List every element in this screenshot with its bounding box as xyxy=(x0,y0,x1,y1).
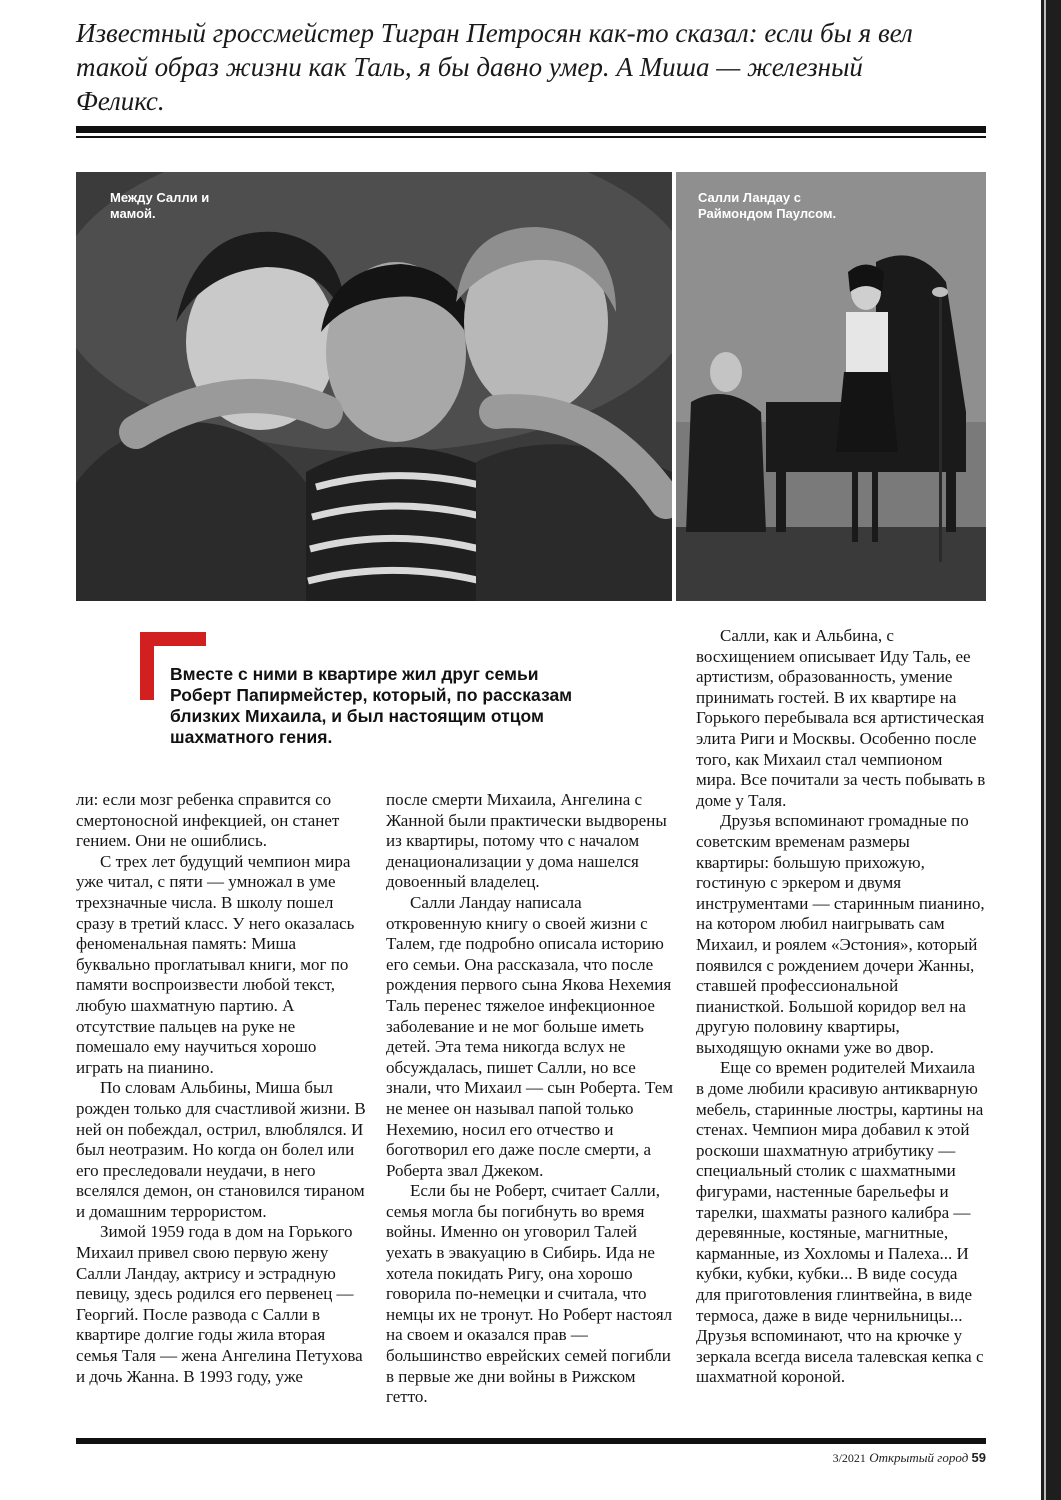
paragraph: Если бы не Роберт, считает Салли, семья могла бы погибнуть во время войны. Именно он уговорил Талей уехать в эвакуацию в Сибирь. Ида не хотела покидать Ригу, она хорошо говорила по-немецки и считала, что немцы их не тронут. Но Роберт настоял на своем и оказался прав — большинство еврейских семей погибли в первые же дни войны в Рижском гетто. xyxy=(386,1181,673,1407)
article-column-3 xyxy=(696,626,986,1388)
bottom-rule xyxy=(76,1438,986,1444)
page-edge-bar xyxy=(1041,0,1061,1500)
lead-quote: Известный гроссмейстер Тигран Петросян как-то сказал: если бы я вел такой образ жизни как Таль, я бы давно умер. А Миша — железный Феликс. xyxy=(76,18,913,116)
paragraph: Еще со времен родителей Михаила в доме любили красивую антикварную мебель, старинные люстры, картины на стенах. Чемпион мира добавил к этой роскоши шахматную атрибутику — специальный столик с шахматными фигурами, настенные барельефы и тарелки, шахматы разного калибра — деревянные, костяные, магнитные, карманные, из Хохломы и Палеха... И кубки, кубки, кубки... В виде сосуда для приготовления глинтвейна, в виде термоса, даже в виде чернильницы... Друзья вспоминают, что на крючке у зеркала всегда висела талевская кепка с шахматной короной. xyxy=(696,1058,984,1387)
photo-concert-illustration xyxy=(676,172,986,601)
photo-concert-caption: Салли Ландау с Раймондом Паулсом. xyxy=(698,190,837,221)
article-column-1 xyxy=(76,790,366,1387)
paragraph: Друзья вспоминают громадные по советским временам размеры квартиры: большую прихожую, гостиную с эркером и двумя инструментами — старинным пианино, на котором любил наигрывать сам Михаил, и роялем «Эстония», который появился с рождением дочери Жанны, ставшей профессиональной пианисткой. Большой коридор вел на другую половину квартиры, выходящую окнами уже во двор. xyxy=(696,811,985,1057)
paragraph: По словам Альбины, Миша был рожден только для счастливой жизни. В ней он побеждал, острил, влюблялся. И был неотразим. Но когда он болел или его преследовали неудачи, в него вселялся демон, он становился тираном и домашним террористом. xyxy=(76,1078,366,1221)
paragraph: ли: если мозг ребенка справится со смертоносной инфекцией, он станет гением. Они не ошиблись. xyxy=(76,790,340,851)
paragraph: после смерти Михаила, Ангелина с Жанной были практически выдворены из квартиры, потому что с началом денационализации у дома нашелся довоенный владелец. xyxy=(386,790,667,892)
article-column-2 xyxy=(386,790,676,1408)
page-number: 59 xyxy=(971,1450,986,1465)
page-edge-line xyxy=(1044,0,1046,1500)
photo-family-caption: Между Салли и мамой. xyxy=(110,190,210,221)
issue-number: 3/2021 xyxy=(832,1451,866,1465)
paragraph: Салли, как и Альбина, с восхищением описывает Иду Таль, ее артистизм, образованность, умение принимать гостей. В их квартире на Горького перебывала вся артистическая элита Риги и Москвы. Особенно после того, как Михаил стал чемпионом мира. Все почитали за честь побывать в доме у Таля. xyxy=(696,626,986,810)
pull-quote: Вместе с ними в квартире жил друг семьи Роберт Папирмейстер, который, по рассказам близких Михаила, и был настоящим отцом шахматного гения. xyxy=(170,664,573,747)
top-rule xyxy=(76,126,986,133)
photo-family xyxy=(76,172,672,601)
paragraph: С трех лет будущий чемпион мира уже читал, с пяти — умножал в уме трехзначные числа. В школу пошел сразу в третий класс. У него оказалась феноменальная память: Миша буквально проглатывал книги, мог по памяти воспроизвести любой текст, любую шахматную партию. А отсутствие пальцев на руке не помешало ему научиться хорошо играть на пианино. xyxy=(76,851,355,1077)
top-rule-thin xyxy=(76,136,986,138)
paragraph: Зимой 1959 года в дом на Горького Михаил привел свою первую жену Салли Ландау, актрису и эстрадную певицу, здесь родился его первенец — Георгий. После развода с Салли в квартире долгие годы жила вторая семья Таля — жена Ангелина Петухова и дочь Жанна. В 1993 году, уже xyxy=(76,1222,363,1386)
paragraph: Салли Ландау написала откровенную книгу о своей жизни с Талем, где подробно описала историю его семьи. Она рассказала, что после рождения первого сына Якова Нехемия Таль перенес тяжелое инфекционное заболевание и не мог больше иметь детей. Эта тема никогда вслух не обсуждалась, пишет Салли, но все знали, что Михаил — сын Роберта. Тем не менее он называл папой только Нехемию, носил его отчество и боготворил его даже после смерти, а Роберта звал Джеком. xyxy=(386,892,674,1180)
page-footer xyxy=(826,1450,986,1466)
magazine-name: Открытый город xyxy=(869,1450,969,1465)
photo-family-illustration xyxy=(76,172,672,601)
photo-concert xyxy=(676,172,986,601)
